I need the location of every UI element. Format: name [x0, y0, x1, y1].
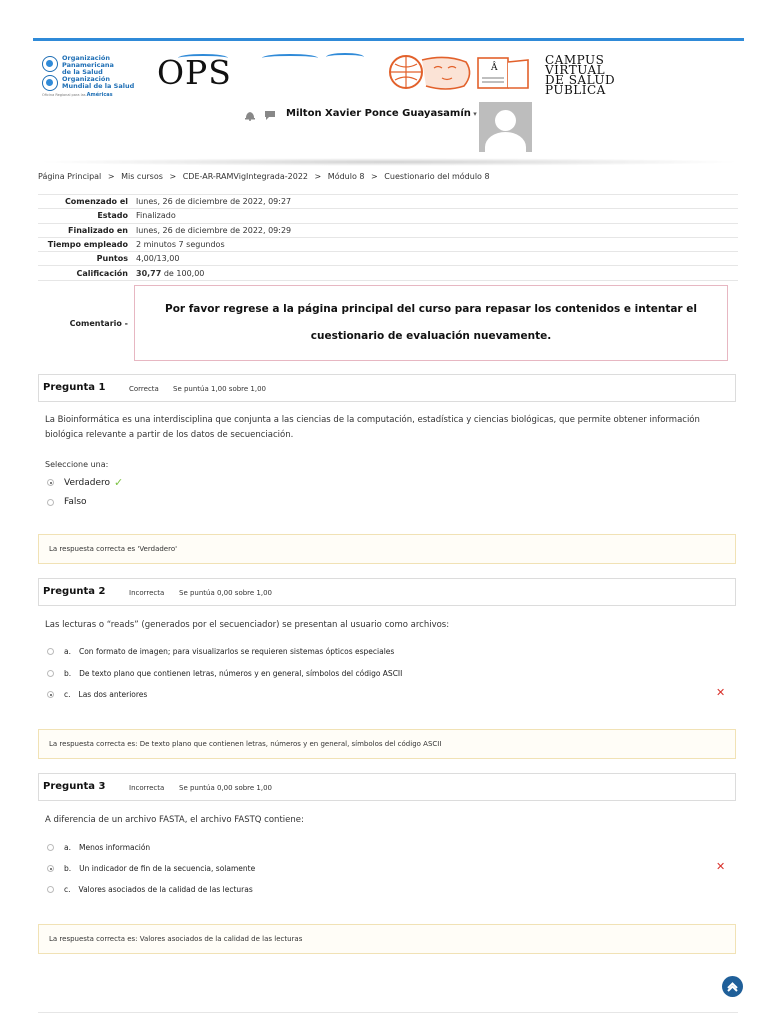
answer-option[interactable]: a. Con formato de imagen; para visualizarlos se requieren sistemas ópticos especiales	[47, 647, 394, 656]
radio-unselected[interactable]	[47, 648, 54, 655]
radio-unselected[interactable]	[47, 886, 54, 893]
chevron-down-icon: ▾	[470, 110, 477, 118]
question-feedback: La respuesta correcta es 'Verdadero'	[38, 534, 736, 564]
question-text: A diferencia de un archivo FASTA, el archivo FASTQ contiene:	[45, 815, 304, 825]
paho-region: Oficina Regional para las Américas	[42, 92, 113, 98]
bell-icon[interactable]	[244, 110, 256, 121]
back-to-top-button[interactable]	[722, 976, 743, 997]
user-menu[interactable]	[286, 108, 477, 119]
avatar[interactable]	[479, 102, 532, 152]
comment-row	[38, 280, 738, 365]
question-header-2	[38, 578, 736, 606]
breadcrumb-separator: >	[169, 172, 177, 181]
question-number: Pregunta 2	[43, 586, 106, 597]
answer-option[interactable]: Falso	[47, 497, 87, 507]
answer-option[interactable]: b. Un indicador de fin de la secuencia, solamente	[47, 864, 255, 873]
chevron-up-icon	[726, 980, 739, 993]
question-grade: Se puntúa 1,00 sobre 1,00	[173, 385, 267, 393]
user-name: Milton Xavier Ponce Guayasamín	[286, 108, 471, 119]
answer-option[interactable]: c. Valores asociados de la calidad de las lecturas	[47, 885, 253, 894]
comment-label: Comentario -	[69, 319, 128, 328]
campus-virtual-logo	[386, 52, 546, 94]
breadcrumb-separator: >	[314, 172, 322, 181]
comment-box: Por favor regrese a la página principal del curso para repasar los contenidos e intentar el cuestionario de evaluación nuevamente.	[134, 285, 728, 361]
correct-check-icon: ✓	[114, 476, 124, 489]
breadcrumb-separator: >	[371, 172, 378, 181]
top-accent-bar	[33, 38, 744, 41]
breadcrumb-my-courses[interactable]: Mis cursos	[121, 172, 163, 181]
paho-globe-icon	[42, 56, 58, 72]
summary-row: Finalizado en lunes, 26 de diciembre de 2022, 09:29	[38, 223, 738, 237]
answer-option[interactable]: a. Menos información	[47, 843, 150, 852]
question-feedback: La respuesta correcta es: Valores asociados de la calidad de las lecturas	[38, 924, 736, 954]
question-state: Incorrecta	[129, 589, 165, 597]
summary-row: Calificación 30,77 de 100,00	[38, 266, 738, 280]
breadcrumb-course[interactable]: CDE-AR-RAMVigIntegrada-2022	[182, 172, 308, 181]
summary-row: Comenzado el lunes, 26 de diciembre de 2022, 09:27	[38, 195, 738, 209]
footer-divider	[38, 1012, 738, 1013]
incorrect-x-icon: ✕	[716, 860, 726, 873]
breadcrumb-module[interactable]: Módulo 8	[327, 172, 365, 181]
radio-unselected[interactable]	[47, 499, 54, 506]
logo-arc	[178, 54, 228, 62]
question-prompt: Seleccione una:	[45, 460, 109, 469]
question-grade: Se puntúa 0,00 sobre 1,00	[179, 589, 273, 597]
question-grade: Se puntúa 0,00 sobre 1,00	[179, 784, 273, 792]
summary-row: Tiempo empleado 2 minutos 7 segundos	[38, 237, 738, 251]
breadcrumb	[38, 172, 494, 181]
header-divider	[35, 158, 743, 166]
grade-value: 30,77	[136, 268, 162, 278]
incorrect-x-icon: ✕	[716, 686, 726, 699]
question-text: Las lecturas o “reads” (generados por el secuenciador) se presentan al usuario como archivos:	[45, 620, 450, 630]
question-number: Pregunta 1	[43, 382, 106, 393]
question-text: La Bioinformática es una interdisciplina que conjunta a las ciencias de la computación, estadística y ciencias biológicas, que permite obtener información biológica relevante a partir de los datos de secuenciación.	[45, 415, 700, 440]
svg-text:Â: Â	[491, 63, 498, 73]
paho-who-logo	[42, 54, 152, 96]
who-globe-icon	[42, 75, 58, 91]
radio-selected[interactable]	[47, 479, 54, 486]
answer-option[interactable]: c. Las dos anteriores	[47, 690, 147, 699]
who-name: Organización Mundial de la Salud	[62, 75, 135, 90]
paho-name: Organización Panamericana de la Salud	[62, 54, 114, 76]
radio-unselected[interactable]	[47, 844, 54, 851]
question-state: Correcta	[129, 385, 159, 393]
chat-icon[interactable]	[264, 110, 276, 121]
radio-unselected[interactable]	[47, 670, 54, 677]
question-header-3	[38, 773, 736, 801]
answer-option[interactable]: Verdadero ✓	[47, 476, 123, 489]
breadcrumb-separator: >	[107, 172, 115, 181]
breadcrumb-quiz[interactable]: Cuestionario del módulo 8	[384, 172, 490, 181]
question-state: Incorrecta	[129, 784, 165, 792]
question-feedback: La respuesta correcta es: De texto plano que contienen letras, números y en general, símbolos del código ASCII	[38, 729, 736, 759]
answer-option[interactable]: b. De texto plano que contienen letras, números y en general, símbolos del código ASCII	[47, 669, 402, 678]
question-header-1	[38, 374, 736, 402]
question-number: Pregunta 3	[43, 781, 106, 792]
radio-selected[interactable]	[47, 865, 54, 872]
campus-virtual-name: CAMPUS VIRTUAL DE SALUD PÚBLICA	[545, 53, 616, 97]
breadcrumb-home[interactable]: Página Principal	[38, 172, 102, 181]
logo-arc	[262, 54, 318, 62]
logo-arc	[326, 53, 364, 61]
attempt-summary-table	[38, 194, 738, 280]
ops-logo: OPS	[157, 53, 232, 92]
radio-selected[interactable]	[47, 691, 54, 698]
summary-row: Puntos 4,00/13,00	[38, 252, 738, 266]
summary-row: Estado Finalizado	[38, 209, 738, 223]
